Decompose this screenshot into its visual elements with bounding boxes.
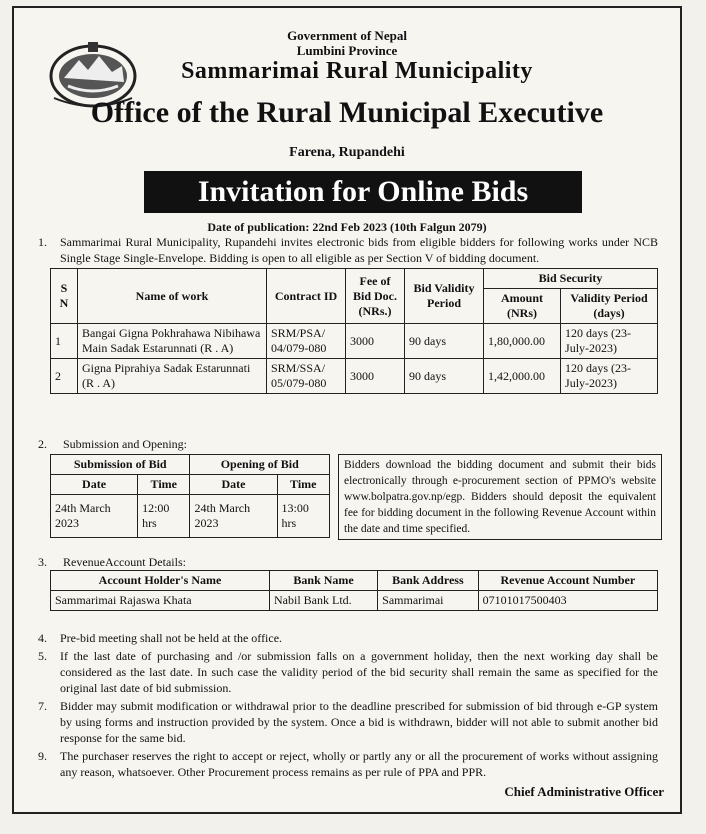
clause-9 [38, 748, 658, 780]
section-3-heading [38, 554, 186, 570]
header-account-number: Revenue Account Number [478, 571, 657, 591]
government-line: Government of Nepal [287, 28, 407, 43]
header-time: Time [138, 475, 190, 495]
clause-text: Pre-bid meeting shall not be held at the office. [60, 631, 283, 645]
header-submission: Submission of Bid [51, 455, 190, 475]
header-security-validity: Validity Period (days) [561, 289, 658, 324]
cell-fee: 3000 [346, 324, 405, 359]
clause-number: 4. [38, 631, 47, 645]
cell-validity: 90 days [405, 324, 484, 359]
clause-text: The purchaser reserves the right to accept or reject, wholly or partly any or all the procurement of works without assigning any reason, whatsoever. Other Procurement process remains as per rule of PPA and PPR. [60, 749, 658, 779]
clause-5 [38, 648, 658, 696]
header-opening: Opening of Bid [190, 455, 330, 475]
cell-bank-name: Nabil Bank Ltd. [270, 591, 378, 611]
clause-number: 9. [38, 749, 47, 763]
cell-contract: SRM/SSA/ 05/079-080 [267, 359, 346, 394]
municipality-name: Sammarimai Rural Municipality [181, 58, 533, 84]
header-date: Date [190, 475, 277, 495]
section-title: Submission and Opening: [63, 437, 188, 451]
clause-number: 3. [38, 555, 47, 569]
cell-contract: SRM/PSA/ 04/079-080 [267, 324, 346, 359]
cell-opening-time: 13:00 hrs [277, 495, 329, 538]
cell-account-number: 07101017500403 [478, 591, 657, 611]
header-fee: Fee of Bid Doc. (NRs.) [346, 269, 405, 324]
header-name-of-work: Name of work [78, 269, 267, 324]
header-bid-security: Bid Security [484, 269, 658, 289]
cell-validity: 90 days [405, 359, 484, 394]
clause-number: 1. [38, 235, 47, 249]
notice-banner: Invitation for Online Bids [144, 171, 582, 213]
cell-submission-time: 12:00 hrs [138, 495, 190, 538]
cell-amount: 1,80,000.00 [484, 324, 561, 359]
clause-number: 2. [38, 437, 47, 451]
header-contract-id: Contract ID [267, 269, 346, 324]
section-title: RevenueAccount Details: [63, 555, 186, 569]
cell-account-holder: Sammarimai Rajaswa Khata [51, 591, 270, 611]
cell-amount: 1,42,000.00 [484, 359, 561, 394]
table-row [51, 324, 658, 359]
clause-7 [38, 698, 658, 746]
cell-sn: 2 [51, 359, 78, 394]
clause-text: If the last date of purchasing and /or submission falls on a government holiday, then the next working day shall be considered as the last date. In such case the validity period of the bid security shall remain the same as specified for the original last date of bid submission. [60, 649, 658, 695]
submission-table [50, 454, 330, 538]
cell-name: Bangai Gigna Pokhrahawa Nibihawa Main Sadak Estarunnati (R . A) [78, 324, 267, 359]
cell-bank-address: Sammarimai [378, 591, 478, 611]
header-bid-validity: Bid Validity Period [405, 269, 484, 324]
table-row [51, 359, 658, 394]
revenue-account-table [50, 570, 658, 611]
clause-text: Sammarimai Rural Municipality, Rupandehi invites electronic bids from eligible bidders for following works under NCB Single Stage Single-Envelope. Bidding is open to all eligible as per Section V of bidding document. [60, 235, 658, 265]
cell-fee: 3000 [346, 359, 405, 394]
header-bank-name: Bank Name [270, 571, 378, 591]
table-row [51, 495, 330, 538]
header-bank-address: Bank Address [378, 571, 478, 591]
cell-name: Gigna Piprahiya Sadak Estarunnati (R . A) [78, 359, 267, 394]
works-table [50, 268, 658, 394]
header-sn: S N [51, 269, 78, 324]
clause-1 [38, 234, 658, 266]
office-location: Farena, Rupandehi [289, 145, 405, 160]
office-title: Office of the Rural Municipal Executive [90, 96, 604, 129]
cell-security-validity: 120 days (23-July-2023) [561, 324, 658, 359]
clause-number: 5. [38, 649, 47, 663]
cell-opening-date: 24th March 2023 [190, 495, 277, 538]
cell-submission-date: 24th March 2023 [51, 495, 138, 538]
signature-title: Chief Administrative Officer [504, 784, 664, 799]
submission-note: Bidders download the bidding document and submit their bids electronically through e-procurement section of PPMO's website www.bolpatra.gov.np/egp. Bidders should deposit the equivalent fee for bidding document in the following Revenue Account within the date and time specified. [338, 454, 662, 540]
cell-security-validity: 120 days (23-July-2023) [561, 359, 658, 394]
clause-text: Bidder may submit modification or withdrawal prior to the deadline prescribed for submission of bid through e-GP system by using forms and instruction provided by the system. Once a bid is withdrawn, bidder will not able to submit another bid response for the same bid. [60, 699, 658, 745]
province-line: Lumbini Province [296, 43, 398, 58]
cell-sn: 1 [51, 324, 78, 359]
header-date: Date [51, 475, 138, 495]
clause-number: 7. [38, 699, 47, 713]
header-time: Time [277, 475, 329, 495]
publication-date: Date of publication: 22nd Feb 2023 (10th Falgun 2079) [207, 220, 487, 234]
header-account-holder: Account Holder's Name [51, 571, 270, 591]
notice-sheet [12, 6, 682, 814]
section-2-heading [38, 436, 187, 452]
header-amount: Amount (NRs) [484, 289, 561, 324]
clause-4 [38, 630, 658, 646]
table-row [51, 591, 658, 611]
